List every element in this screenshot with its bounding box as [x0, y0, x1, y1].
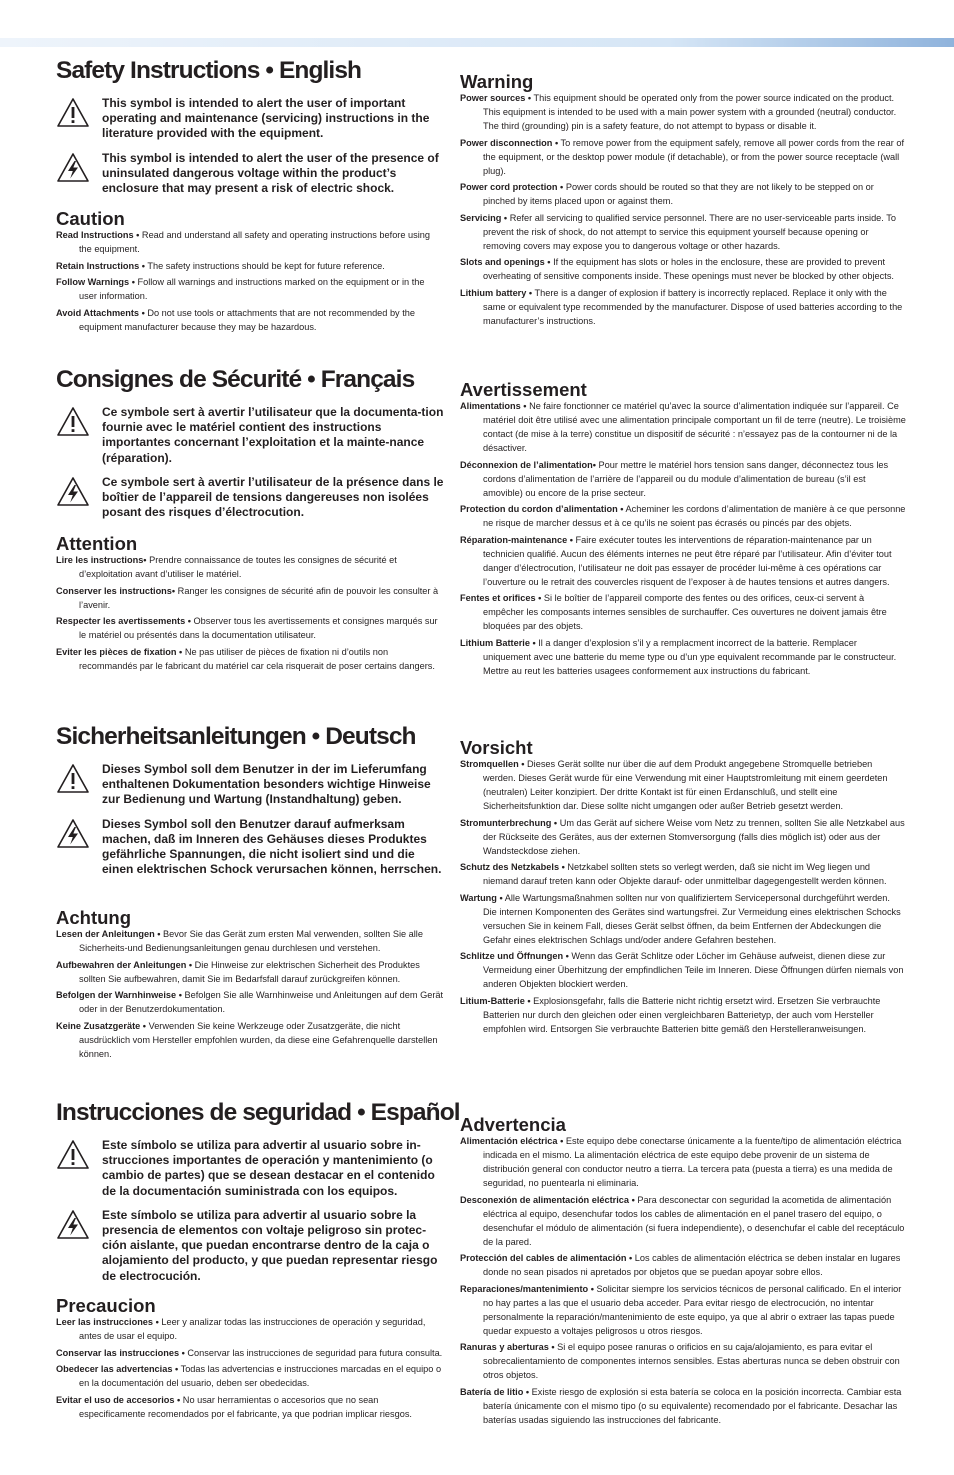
german-title: Sicherheitsanleitungen • Deutsch — [56, 723, 416, 750]
spanish-title: Instrucciones de seguridad • Español — [56, 1099, 460, 1126]
list-item: Schutz des Netzkabels • Netzkabel sollten stets so verlegt werden, daß sie nicht im Weg liegen und niemand darauf treten kann oder Objekte darauf- oder unmittelbar dagegengestellt werden können. — [460, 862, 887, 887]
german-symbol-notice-1: Dieses Symbol soll dem Benutzer in der im Lieferumfang enthaltenen Dokumentation besonders wichtige Hinweise zur Bedienung und Wartung (Instandhaltung) geben. — [56, 762, 444, 808]
list-item: Déconnexion de l’alimentation• Pour mettre le matériel hors tension sans danger, déconnectez tous les cordons d’alimentation de l’arrière de l’appareil ou du module d’alimentation de bureau (s’il est amovible) ou encore de la prise secteur. — [460, 459, 889, 498]
advertencia-heading: Advertencia — [460, 1114, 566, 1135]
lightning-triangle-icon — [56, 817, 90, 851]
list-item: Reparaciones/mantenimiento • Solicitar siempre los servicios técnicos de personal calificado. En el interior no hay partes a las que el usuario deba acceder. Para evitar riesgo de electrocución, no intentar personalmente la reparación/mantenimiento de este equipo, ya que al abrir o extraer las tapas puede quedar expuesto a voltajes peligrosos u otros riesgos. — [460, 1283, 902, 1336]
list-item: Desconexión de alimentación eléctrica • Para desconectar con seguridad la acometida de alimentación eléctrica al equipo, desenchufar todos los cables de alimentación en el panel trasero del equipo, o desenchufar el módulo de alimentación (si fuera independiente), o desenchufar el cable del receptáculo de la pared. — [460, 1194, 905, 1247]
list-item: Aufbewahren der Anleitungen • Die Hinweise zur elektrischen Sicherheit des Produktes sollten Sie aufbewahren, damit Sie im Bedarfsfall darauf zurückgreifen können. — [56, 959, 420, 984]
list-item: Slots and openings • If the equipment has slots or holes in the enclosure, these are provided to prevent overheating of sensitive components inside. These openings must never be blocked by other objects. — [460, 257, 894, 282]
list-item: Conserver les instructions• Ranger les consignes de sécurité afin de pouvoir les consulter à l’avenir. — [56, 585, 439, 610]
avertissement-heading: Avertissement — [460, 379, 587, 400]
lightning-triangle-icon — [56, 151, 90, 185]
list-item: Lesen der Anleitungen • Bevor Sie das Gerät zum ersten Mal verwenden, sollten Sie alle Sicherheits-und Bedienungsanleitungen genau durchlesen und verstehen. — [56, 929, 423, 953]
list-item: Follow Warnings • Follow all warnings and instructions marked on the equipment or in the user information. — [56, 277, 425, 302]
list-item: Servicing • Refer all servicing to qualified service personnel. There are no user-serviceable parts inside. To prevent the risk of shock, do not attempt to service this equipment yourself because opening or removing covers may expose you to dangerous voltage or other hazards. — [460, 212, 896, 251]
lightning-triangle-icon — [56, 1208, 90, 1242]
exclamation-triangle-icon — [56, 1138, 90, 1172]
attention-heading: Attention — [56, 533, 138, 554]
list-item: Stromquellen • Dieses Gerät sollte nur über die auf dem Produkt angegebene Stromquelle betrieben werden. Dieses Gerät wurde für eine Verwendung mit einer Hauptstromleitung mit einem geerdeten (neutralen) Leiter konzipiert. Der dritte Kontakt ist für einen Erdanschluß, und stellt eine Sicherheitsfunktion dar. Diese sollte nicht umgangen oder außer Betrieb gesetzt werden. — [460, 759, 888, 811]
english-symbol-notice-1: This symbol is intended to alert the user of important operating and maintenance (servicing) instructions in the literature provided with the equipment. — [56, 96, 444, 142]
english-title: Safety Instructions • English — [56, 57, 362, 84]
warning-section — [460, 72, 906, 331]
header-color-bar — [0, 38, 954, 47]
list-item: Lithium battery • There is a danger of explosion if battery is incorrectly replaced. Replace it only with the same or equivalent type recommended by the manufacturer. Dispose of used batteries according to the manufacturer’s instructions. — [460, 287, 903, 326]
list-item: Protection du cordon d’alimentation • Acheminer les cordons d’alimentation de manière à ce que personne ne risque de marcher dessus et à ce qu’ils ne soient pas écrasés ou pincés par des objets. — [460, 504, 906, 529]
list-item: Respecter les avertissements • Observer tous les avertissements et consignes marqués sur le matériel ou présentés dans la documentation utilisateur. — [56, 616, 438, 641]
list-item: Protección del cables de alimentación • Los cables de alimentación eléctrica se deben instalar en lugares donde no sean pisados ni apretados por objetos que se puedan apoyar sobre ellos. — [460, 1253, 901, 1278]
list-item: Evitar el uso de accesorios • No usar herramientas o accesorios que no sean especificamente recomendados por el fabricante, ya que podrian implicar riesgos. — [56, 1394, 412, 1419]
list-item: Eviter les pièces de fixation • Ne pas utiliser de pièces de fixation ni d’outils non recommandés par le fabricant du matériel car cela risquerait de poser certains dangers. — [56, 646, 435, 671]
list-item: Litium-Batterie • Explosionsgefahr, falls die Batterie nicht richtig ersetzt wird. Ersetzen Sie verbrauchte Batterien nur durch den gleichen oder einen vergleichbaren Batterietyp, der auch vom Hersteller empfohlen wird. Entsorgen Sie verbrauchte Batterien bitte gemäß den Herstelleranweisungen. — [460, 995, 881, 1034]
list-item: Batería de litio • Existe riesgo de explosión si esta batería se coloca en la posición incorrecta. Cambiar esta batería únicamente con el mismo tipo (o su equivalente) recomendado por el fabricante. Desachar las baterías usadas siguiendo las instrucciones del fabricante. — [460, 1386, 902, 1425]
english-symbol-notice-2: This symbol is intended to alert the user of the presence of uninsulated dangerous voltage within the product’s enclosure that may present a risk of electric shock. — [56, 151, 444, 197]
caution-section — [56, 209, 444, 336]
german-symbol-notice-2: Dieses Symbol soll den Benutzer darauf aufmerksam machen, daß im Inneren des Gehäuses dieses Produktes gefährliche Spannungen, die nicht isoliert sind und die einen elektrischen Schock verursachen können, herrschen. — [56, 817, 444, 878]
achtung-section — [56, 908, 444, 1063]
advertencia-section — [460, 1115, 906, 1430]
english-intro-section — [56, 56, 444, 205]
exclamation-triangle-icon — [56, 96, 90, 130]
spanish-intro-section — [56, 1098, 460, 1293]
french-symbol-notice-1: Ce symbole sert à avertir l’utilisateur que la documenta-tion fournie avec le matériel contient des instructions importantes concernant l’exploitation et la mainte-nance (réparation). — [56, 405, 444, 466]
lightning-triangle-icon — [56, 475, 90, 509]
list-item: Power disconnection • To remove power from the equipment safely, remove all power cords from the rear of the equipment, or the desktop power module (if detachable), or from the power source receptacle (wall plug). — [460, 137, 905, 176]
list-item: Keine Zusatzgeräte • Verwenden Sie keine Werkzeuge oder Zusatzgeräte, die nicht ausdrücklich vom Hersteller empfohlen wurden, da diese eine Gefahrenquelle darstellen können. — [56, 1020, 438, 1059]
vorsicht-heading: Vorsicht — [460, 737, 533, 758]
caution-heading: Caution — [56, 208, 125, 229]
warning-heading: Warning — [460, 71, 534, 92]
list-item: Leer las instrucciones • Leer y analizar todas las instrucciones de operación y seguridad, antes de usar el equipo. — [56, 1317, 426, 1341]
list-item: Stromunterbrechung • Um das Gerät auf sichere Weise vom Netz zu trennen, sollten Sie alle Netzkabel aus der Rückseite des Gerätes, aus der externen Stomversorgung (falls dies möglich ist) oder aus der Wandsteckdose ziehen. — [460, 817, 905, 856]
list-item: Read Instructions • Read and understand all safety and operating instructions before using the equipment. — [56, 230, 430, 254]
list-item: Retain Instructions • The safety instructions should be kept for future reference. — [56, 260, 385, 271]
list-item: Lithium Batterie • Il a danger d’explosion s’il y a remplacment incorrect de la batterie. Remplacer uniquement avec une batterie du meme type ou d’un ype equivalent recommande par le constructeur. Mettre au reut les batteries usagees conformement aux instructions du fabricant. — [460, 637, 897, 676]
list-item: Alimentación eléctrica • Este equipo debe conectarse únicamente a la fuente/tipo de alimentación eléctrica indicada en el mismo. La alimentación eléctrica de este equipo debe provenir de un sistema de distribución general con conductor neutro a tierra. La tercera pata (puesta a tierra) es una medida de seguridad, no puentearla ni eliminaria. — [460, 1136, 902, 1188]
list-item: Ranuras y aberturas • Si el equipo posee ranuras o orificios en su caja/alojamiento, es para evitar el sobrecalientamiento de componentes internos sensibles. Estas aberturas nunca se deben obstruir con otros objetos. — [460, 1342, 900, 1381]
precaucion-section — [56, 1296, 444, 1423]
list-item: Avoid Attachments • Do not use tools or attachments that are not recommended by the equipment manufacturer because they may be hazardous. — [56, 307, 415, 332]
spanish-symbol-notice-2: Este símbolo se utiliza para advertir al usuario sobre la presencia de elementos con voltaje peligroso sin protec-ción aislante, que puedan encontrarse dentro de la caja o alojamiento del producto, y que puedan representar riesgo de electrocución. — [56, 1208, 444, 1284]
list-item: Conservar las instrucciones • Conservar las instrucciones de seguridad para futura consulta. — [56, 1347, 443, 1358]
exclamation-triangle-icon — [56, 405, 90, 439]
list-item: Lire les instructions• Prendre connaissance de toutes les consignes de sécurité et d’exploitation avant d’utiliser le matériel. — [56, 555, 397, 579]
spanish-symbol-notice-1: Este símbolo se utiliza para advertir al usuario sobre in-strucciones importantes de operación y mantenimiento (o cambio de partes) que se desean destacar en el contenido de la documentación suministrada con los equipos. — [56, 1138, 444, 1199]
list-item: Power sources • This equipment should be operated only from the power source indicated on the product. This equipment is intended to be used with a main power system with a grounded (neutral) conductor. The third (grounding) pin is a safety feature, do not attempt to bypass or disable it. — [460, 93, 897, 131]
french-symbol-notice-2: Ce symbole sert à avertir l’utilisateur de la présence dans le boîtier de l’appareil de tensions dangereuses non isolées posant des risques d’électrocution. — [56, 475, 444, 521]
list-item: Wartung • Alle Wartungsmaßnahmen sollten nur von qualifiziertem Servicepersonal durchgeführt werden. Die internen Komponenten des Gerätes sind wartungsfrei. Zur Vermeidung eines elektrischen Schocks versuchen Sie in keinem Fall, dieses Gerät selbst öffnen, da beim Entfernen der Abdeckungen die Gefahr eines elektrischen Schlags und/oder andere Gefahren bestehen. — [460, 892, 901, 945]
precaucion-heading: Precaucion — [56, 1295, 156, 1316]
german-intro-section — [56, 722, 444, 886]
attention-section — [56, 534, 444, 675]
list-item: Befolgen der Warnhinweise • Befolgen Sie alle Warnhinweise und Anleitungen auf dem Gerät oder in der Benutzerdokumentation. — [56, 990, 444, 1015]
list-item: Fentes et orifices • Si le boîtier de l’appareil comporte des fentes ou des orifices, ceux-ci servent à empêcher les composants internes sensibles de surchauffer. Ces ouvertures ne doivent jamais être bloquées par des objets. — [460, 593, 887, 632]
list-item: Obedecer las advertencias • Todas las advertencias e instrucciones marcadas en el equipo o en la documentación del usuario, deben ser obedecidas. — [56, 1364, 442, 1389]
french-title: Consignes de Sécurité • Français — [56, 366, 415, 393]
list-item: Schlitze und Öffnungen • Wenn das Gerät Schlitze oder Löcher im Gehäuse aufweist, dienen diese zur Vermeidung einer Überhitzung der empfindlichen Teile im Inneren. Diese Öffnungen dürfen niemals von anderen Objekten blockiert werden. — [460, 951, 904, 990]
list-item: Alimentations • Ne faire fonctionner ce matériel qu’avec la source d’alimentation indiquée sur l’appareil. Ce matériel doit être utilisé avec une alimentation principale comportant un fil de terre (neutre). Le troisième contact (de mise à la terre) constitue un dispositif de sécurité : n’essayez pas de la contourner ni de la désactiver. — [460, 401, 906, 453]
vorsicht-section — [460, 738, 906, 1039]
exclamation-triangle-icon — [56, 762, 90, 796]
list-item: Réparation-maintenance • Faire exécuter toutes les interventions de réparation-maintenance par un technicien qualifié. Aucun des éléments internes ne peut être réparé par l’utilisateur. Afin d’éviter tout danger d’électrocution, l’utilisateur ne doit pas essayer de procéder lui-même à ces opérations car l’ouverture ou le retrait des couvercles risquent de l’exposer à de hautes tensions et autres dangers. — [460, 534, 892, 587]
achtung-heading: Achtung — [56, 907, 132, 928]
list-item: Power cord protection • Power cords should be routed so that they are not likely to be stepped on or pinched by items placed upon or against them. — [460, 182, 874, 207]
avertissement-section — [460, 380, 906, 681]
french-intro-section — [56, 365, 444, 529]
